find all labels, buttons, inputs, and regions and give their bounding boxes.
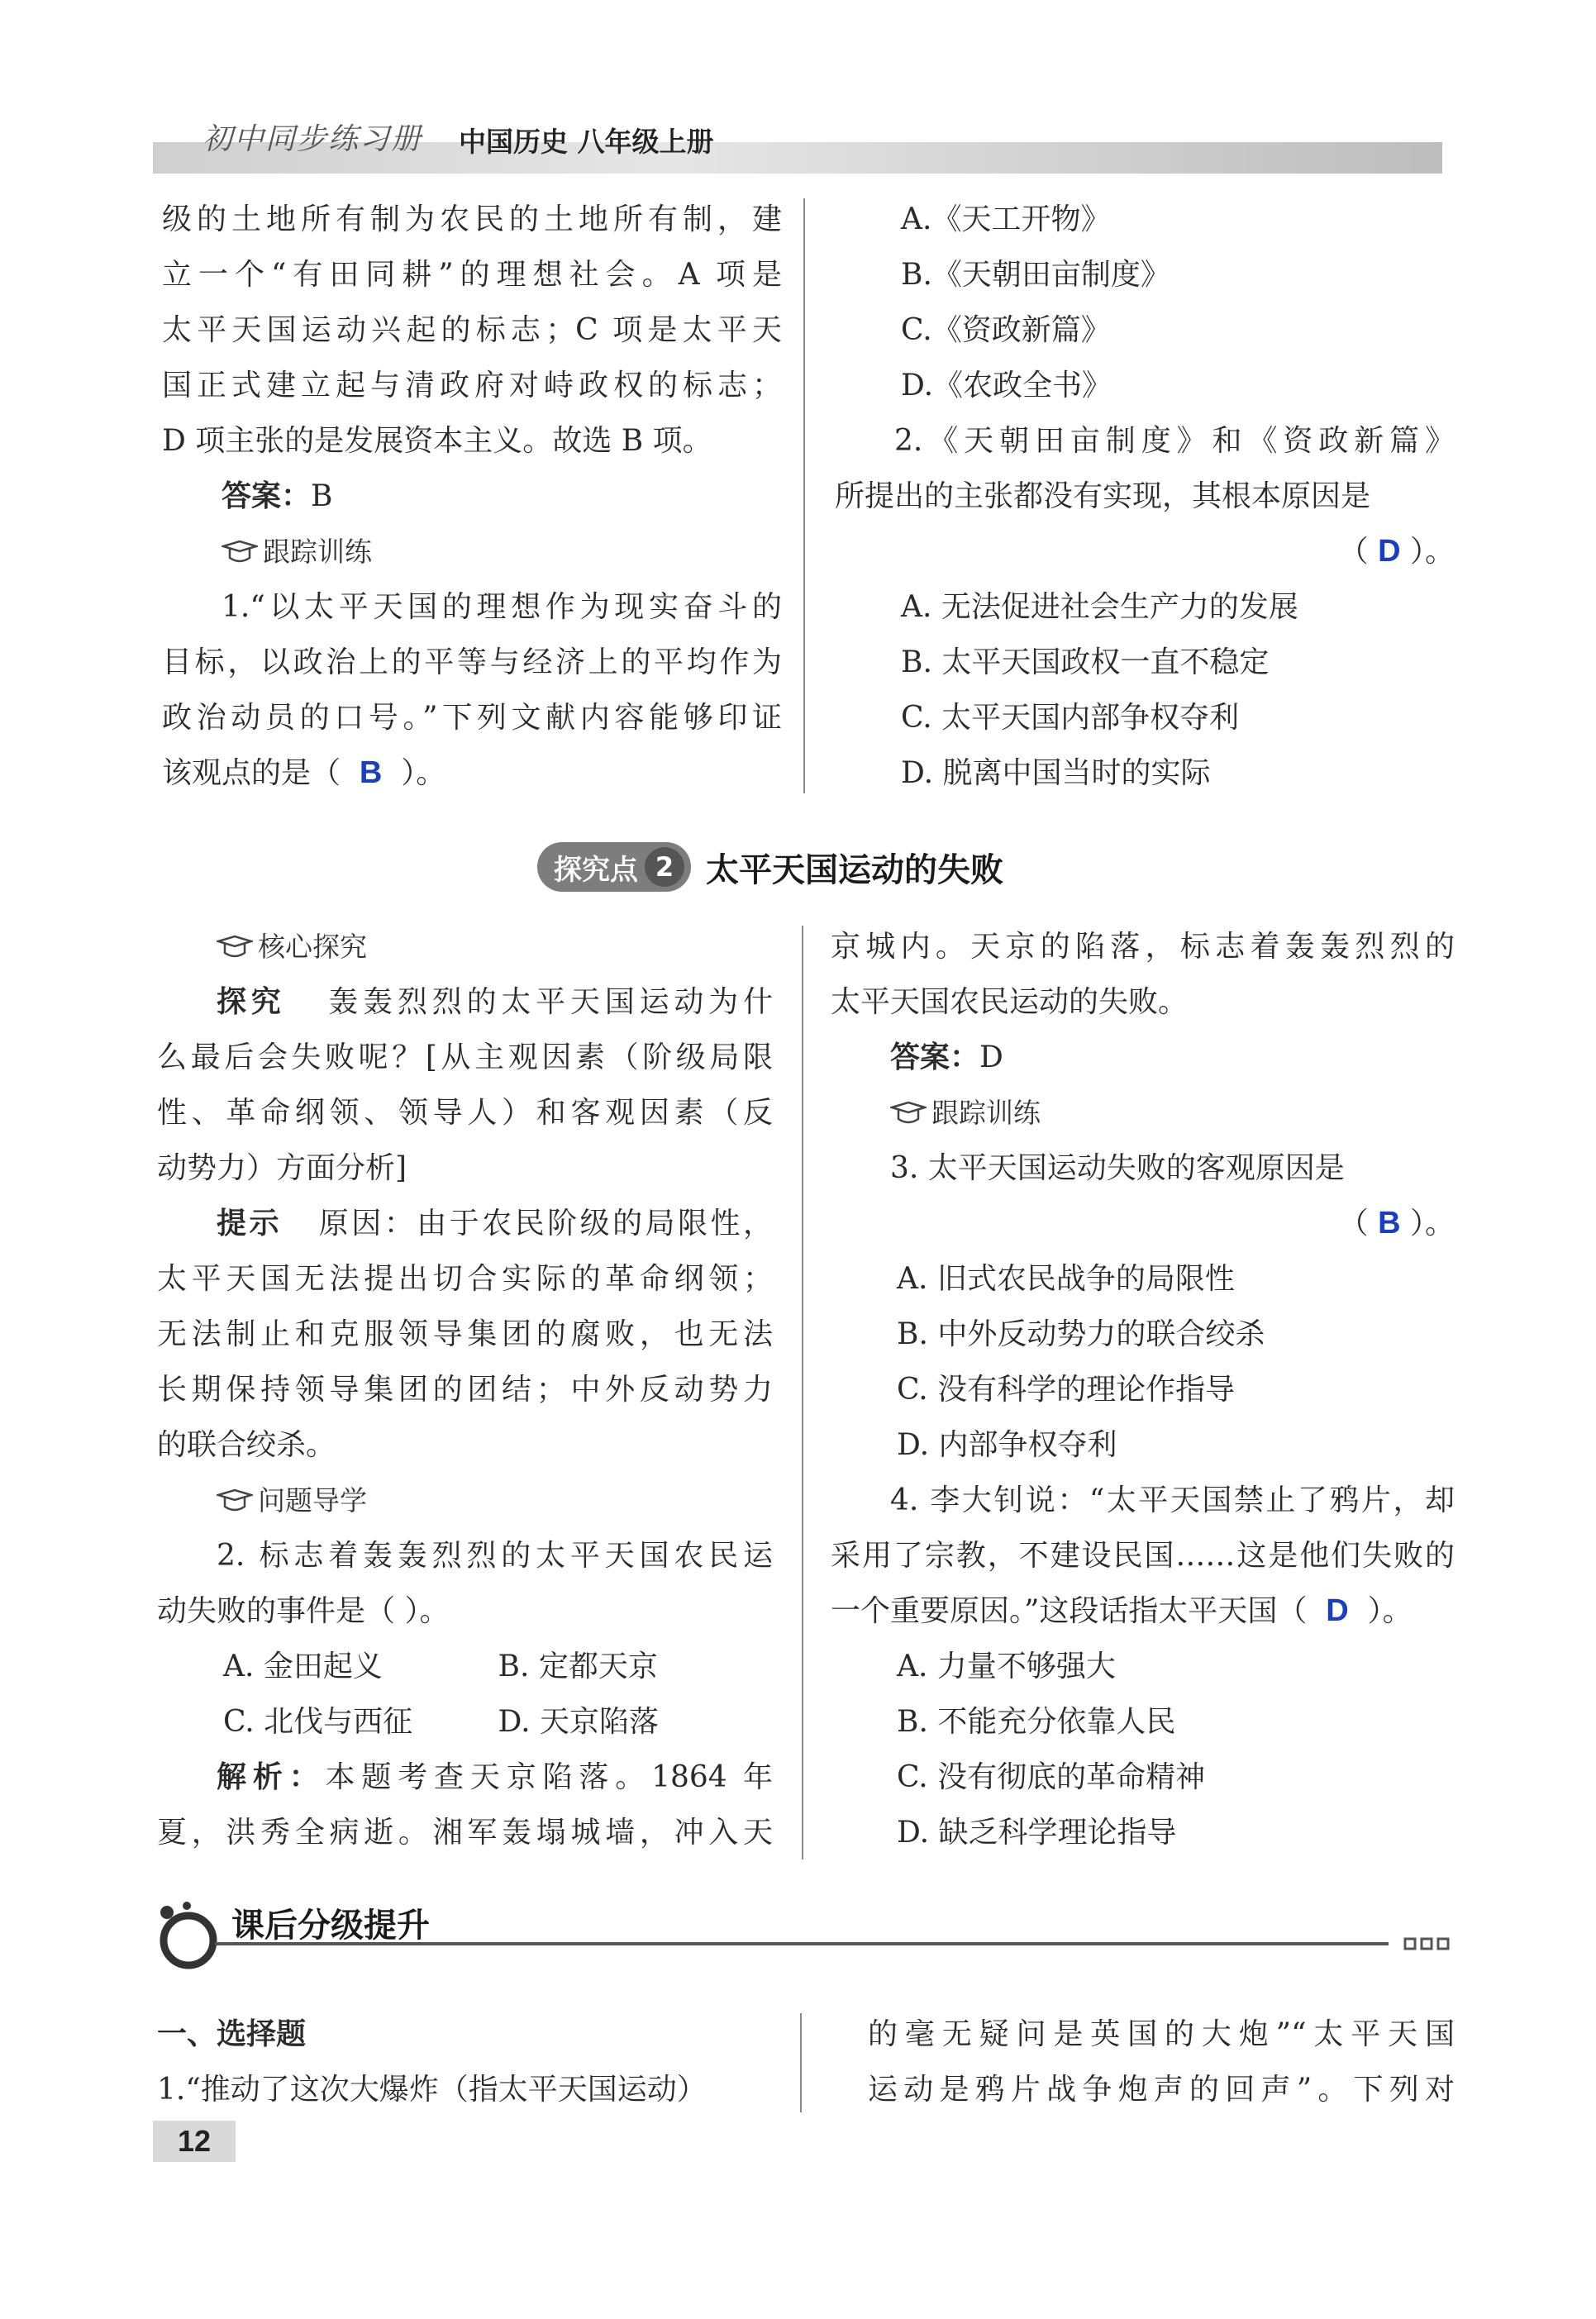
explore-label: 探究 xyxy=(217,985,286,1019)
question-line: 4. 李大钊说：“太平天国禁止了鸦片，却 xyxy=(890,1483,1455,1517)
hint-line: 太平天国无法提出切合实际的革命纲领； xyxy=(157,1262,773,1296)
question-line: 2.《天朝田亩制度》和《资政新篇》 xyxy=(894,424,1455,458)
analysis-line: 级的土地所有制为农民的土地所有制，建 xyxy=(162,202,782,236)
follow-training-heading xyxy=(831,1085,1455,1140)
after-class-right xyxy=(868,2007,1455,2117)
question-text: ）。 xyxy=(1367,1594,1413,1628)
analysis-line: 太平天国农民运动的失败。 xyxy=(831,985,1189,1019)
analysis-line: 京城内。天京的陷落，标志着轰轰烈烈的 xyxy=(831,930,1455,964)
analysis-line: 夏，洪秀全病逝。湘军轰塌城墙，冲入天 xyxy=(157,1816,773,1850)
top-left-column xyxy=(162,192,782,801)
graduation-cap-icon xyxy=(217,1488,253,1513)
answer-mark: D xyxy=(1326,1593,1349,1628)
analysis-line: 国正式建立起与清政府对峙政权的标志； xyxy=(162,369,782,402)
question-guide-title: 问题导学 xyxy=(258,1484,367,1517)
option: B. 定都天京 xyxy=(498,1650,658,1683)
answer-mark: B xyxy=(1378,1206,1401,1240)
after-class-title: 课后分级提升 xyxy=(231,1907,430,1945)
option: B. 不能充分依靠人民 xyxy=(897,1705,1176,1739)
follow-training-title: 跟踪训练 xyxy=(263,536,372,568)
graduation-cap-icon xyxy=(890,1101,927,1126)
graduation-cap-icon xyxy=(222,540,258,564)
analysis-line: 太平天国运动兴起的标志；C 项是太平天 xyxy=(162,313,782,347)
option: A. 无法促进社会生产力的发展 xyxy=(901,590,1298,624)
section-badge xyxy=(537,842,691,892)
answer-label: 答案： xyxy=(890,1040,980,1074)
column-divider xyxy=(803,198,805,793)
question-text: 该观点的是（ xyxy=(162,756,341,790)
question-line: 2. 标志着轰轰烈烈的太平天国农民运 xyxy=(217,1539,773,1573)
option: C. 北伐与西征 xyxy=(223,1705,413,1739)
core-explore-title: 核心探究 xyxy=(258,931,367,963)
hint-text: 原因：由于农民阶级的局限性， xyxy=(318,1207,773,1240)
question-line: 动失败的事件是（ ）。 xyxy=(157,1594,450,1628)
section-title: 太平天国运动的失败 xyxy=(706,850,1003,889)
explore-line xyxy=(157,974,773,1030)
answer-line xyxy=(162,469,782,524)
answer-label: 答案： xyxy=(222,479,312,513)
analysis-label: 解析： xyxy=(217,1760,326,1794)
question-line: 所提出的主张都没有实现，其根本原因是 xyxy=(835,479,1371,513)
analysis-text: 本题考查天京陷落。1864 年 xyxy=(325,1760,773,1794)
question-line: 的毫无疑问是英国的大炮”“太平天国 xyxy=(868,2017,1455,2051)
page-number: 12 xyxy=(153,2121,236,2162)
analysis-line xyxy=(157,1750,773,1805)
option: B. 太平天国政权一直不稳定 xyxy=(901,645,1270,679)
option-row xyxy=(157,1694,773,1750)
paren: （ xyxy=(1338,1207,1369,1240)
question-text: 一个重要原因。”这段话指太平天国（ xyxy=(831,1594,1308,1628)
top-right-column xyxy=(835,192,1455,801)
option: C. 太平天国内部争权夺利 xyxy=(901,701,1240,735)
analysis-line: 立一个“有田同耕”的理想社会。A 项是 xyxy=(162,258,782,292)
answer-value: B xyxy=(311,479,333,513)
follow-training-title: 跟踪训练 xyxy=(931,1097,1041,1129)
hint-line: 长期保持领导集团的团结；中外反动势力 xyxy=(157,1373,773,1407)
part-title: 一、选择题 xyxy=(157,2017,307,2051)
mid-right-column xyxy=(831,919,1455,1860)
question-line: 1.“以太平天国的理想作为现实奋斗的 xyxy=(222,590,782,624)
graduation-cap-icon xyxy=(217,935,253,960)
explore-line: 动势力）方面分析] xyxy=(157,1151,407,1185)
question-line: 运动是鸦片战争炮声的回声”。下列对 xyxy=(868,2073,1455,2107)
follow-training-heading xyxy=(162,524,782,579)
option: B.《天朝田亩制度》 xyxy=(901,258,1170,292)
section-heading xyxy=(537,840,1003,894)
answer-mark: B xyxy=(359,755,383,790)
answer-paren xyxy=(831,1196,1455,1251)
explore-line: 性、革命纲领、领导人）和客观因素（反 xyxy=(157,1096,773,1130)
paren: （ xyxy=(1338,535,1369,569)
answer-line xyxy=(831,1030,1455,1085)
explore-text: 轰轰烈烈的太平天国运动为什 xyxy=(328,985,773,1019)
option: D. 天京陷落 xyxy=(498,1705,659,1739)
option: D. 脱离中国当时的实际 xyxy=(901,756,1211,790)
paren: ）。 xyxy=(1409,535,1455,569)
option-row xyxy=(157,1639,773,1694)
answer-mark: D xyxy=(1378,534,1401,569)
question-guide-heading xyxy=(157,1473,773,1528)
option: D. 内部争权夺利 xyxy=(897,1428,1117,1462)
question-line: 3. 太平天国运动失败的客观原因是 xyxy=(890,1151,1345,1185)
option: C. 没有彻底的革命精神 xyxy=(897,1760,1206,1794)
question-line: 1.“推动了这次大爆炸（指太平天国运动） xyxy=(157,2073,707,2107)
mid-left-column xyxy=(157,919,773,1860)
option: A. 旧式农民战争的局限性 xyxy=(897,1262,1235,1296)
option: C.《资政新篇》 xyxy=(901,313,1111,347)
option: D.《农政全书》 xyxy=(901,369,1112,402)
header-course: 中国历史 八年级上册 xyxy=(459,126,714,158)
question-line xyxy=(162,745,782,801)
question-line xyxy=(831,1583,1455,1639)
hint-line: 无法制止和克服领导集团的腐败，也无法 xyxy=(157,1317,773,1351)
header-brand: 初中同步练习册 xyxy=(202,122,423,156)
option: A. 金田起义 xyxy=(223,1650,383,1683)
column-divider xyxy=(802,926,803,1859)
hint-line: 的联合绞杀。 xyxy=(157,1428,336,1462)
paren: ）。 xyxy=(1409,1207,1455,1240)
option: C. 没有科学的理论作指导 xyxy=(897,1373,1236,1407)
hint-line xyxy=(157,1196,773,1251)
option: A. 力量不够强大 xyxy=(897,1650,1116,1683)
option: B. 中外反动势力的联合绞杀 xyxy=(897,1317,1265,1351)
core-explore-heading xyxy=(157,919,773,974)
question-line: 目标，以政治上的平等与经济上的平均作为 xyxy=(162,645,782,679)
answer-paren xyxy=(835,524,1455,579)
option: D. 缺乏科学理论指导 xyxy=(897,1816,1177,1850)
after-class-left xyxy=(157,2007,785,2117)
answer-value: D xyxy=(979,1040,1003,1074)
hint-label: 提示 xyxy=(217,1207,282,1240)
option: A.《天工开物》 xyxy=(901,202,1111,236)
explore-line: 么最后会失败呢？[从主观因素（阶级局限 xyxy=(157,1040,773,1074)
question-line: 政治动员的口号。”下列文献内容能够印证 xyxy=(162,701,782,735)
question-text: ）。 xyxy=(401,756,446,790)
column-divider xyxy=(800,2013,802,2112)
analysis-line: D 项主张的是发展资本主义。故选 B 项。 xyxy=(162,424,712,458)
question-line: 采用了宗教，不建设民国……这是他们失败的 xyxy=(831,1539,1455,1573)
section-number: 2 xyxy=(645,847,684,887)
section-badge-label: 探究点 xyxy=(554,853,638,887)
